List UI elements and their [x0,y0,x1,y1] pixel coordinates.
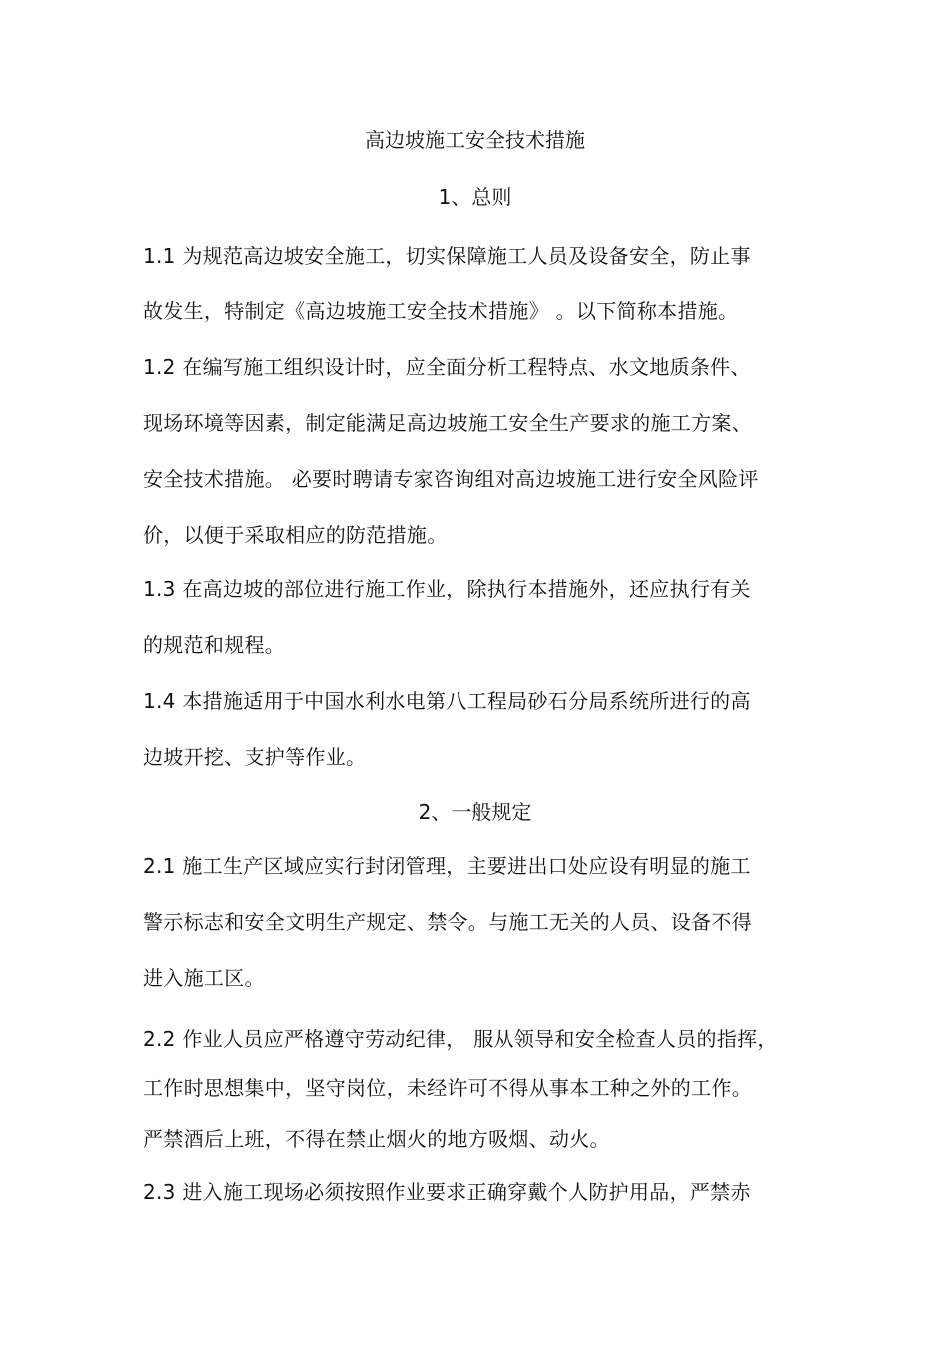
paragraph-line: 1.4 本措施适用于中国水利水电第八工程局砂石分局系统所进行的高 [143,689,751,713]
section-heading-general-rules: 2、一般规定 [418,800,532,824]
paragraph-line: 2.2 作业人员应严格遵守劳动纪律， 服从领导和安全检查人员的指挥， [143,1027,778,1051]
paragraph-line: 2.3 进入施工现场必须按照作业要求正确穿戴个人防护用品，严禁赤 [143,1180,751,1204]
paragraph-line: 严禁酒后上班，不得在禁止烟火的地方吸烟、动火。 [143,1127,610,1151]
document-title: 高边坡施工安全技术措施 [365,128,585,152]
paragraph-line: 2.1 施工生产区域应实行封闭管理，主要进出口处应设有明显的施工 [143,854,751,878]
paragraph-line: 安全技术措施。 必要时聘请专家咨询组对高边坡施工进行安全风险评 [143,467,759,491]
paragraph-line: 价，以便于采取相应的防范措施。 [143,523,448,547]
paragraph-line: 故发生，特制定《高边坡施工安全技术措施》 。以下简称本措施。 [143,299,739,323]
paragraph-line: 工作时思想集中，坚守岗位，未经许可不得从事本工种之外的工作。 [143,1076,752,1100]
paragraph-line: 的规范和规程。 [143,633,286,657]
paragraph-line: 1.1 为规范高边坡安全施工，切实保障施工人员及设备安全，防止事 [143,244,751,268]
paragraph-line: 进入施工区。 [143,966,265,990]
paragraph-line: 边坡开挖、支护等作业。 [143,745,367,769]
paragraph-line: 现场环境等因素，制定能满足高边坡施工安全生产要求的施工方案、 [143,411,752,435]
paragraph-line: 1.2 在编写施工组织设计时，应全面分析工程特点、水文地质条件、 [143,355,751,379]
paragraph-line: 警示标志和安全文明生产规定、禁令。与施工无关的人员、设备不得 [143,910,752,934]
paragraph-line: 1.3 在高边坡的部位进行施工作业，除执行本措施外，还应执行有关 [143,577,751,601]
section-heading-general: 1、总则 [438,185,512,209]
